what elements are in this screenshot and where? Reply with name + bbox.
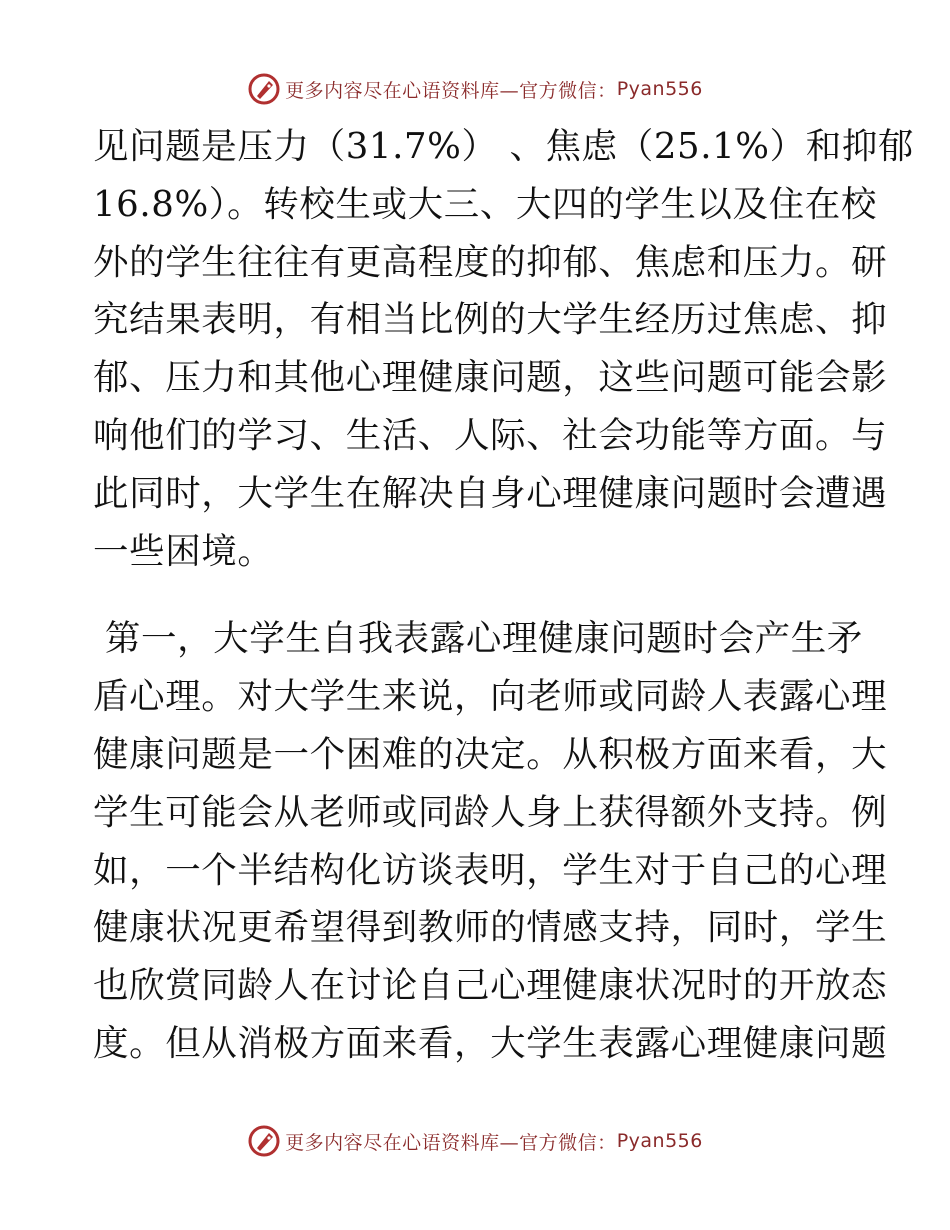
banner-wechat-label: 官方微信： [519,79,617,102]
banner-wechat-id: Pyan556 [616,78,703,100]
footer-watermark-banner [0,1124,950,1158]
text-line: 一些困境。 [93,530,274,572]
text-line: 外的学生往往有更高程度的抑郁、焦虑和压力。研 [93,241,888,283]
pen-nib-circle-icon [247,72,281,106]
text-line: 健康问题是一个困难的决定。从积极方面来看，大 [93,733,888,775]
text-line: 学生可能会从老师或同龄人身上获得额外支持。例 [93,791,888,833]
text-line: 度。但从消极方面来看，大学生表露心理健康问题 [93,1022,888,1064]
banner-text: 更多内容尽在心语资料库— [285,1131,520,1154]
text-line: 此同时，大学生在解决自身心理健康问题时会遭遇 [93,472,888,514]
document-body [93,118,915,1073]
text-line: 究结果表明，有相当比例的大学生经历过焦虑、抑 [93,299,888,341]
text-line: 第一，大学生自我表露心理健康问题时会产生矛 [93,618,863,660]
banner-wechat-label: 官方微信： [519,1131,617,1154]
text-line: 也欣赏同龄人在讨论自己心理健康状况时的开放态 [93,965,888,1007]
text-line: 盾心理。对大学生来说，向老师或同龄人表露心理 [93,676,888,718]
text-line: 健康状况更希望得到教师的情感支持，同时，学生 [93,907,888,949]
paragraph [93,610,888,1072]
text-line: 见问题是压力（31.7%） 、焦虑（25.1%）和抑郁 [93,126,915,167]
banner-wechat-id: Pyan556 [616,1130,703,1152]
text-line: 响他们的学习、生活、人际、社会功能等方面。与 [93,414,888,456]
header-watermark-banner [0,72,950,106]
pen-nib-circle-icon [247,1124,281,1158]
banner-text: 更多内容尽在心语资料库— [285,79,520,102]
text-line: 如，一个半结构化访谈表明，学生对于自己的心理 [93,849,888,891]
paragraph [93,118,915,580]
text-line: 郁、压力和其他心理健康问题，这些问题可能会影 [93,357,888,399]
text-line: 16.8%）。转校生或大三、大四的学生以及住在校 [93,183,877,225]
